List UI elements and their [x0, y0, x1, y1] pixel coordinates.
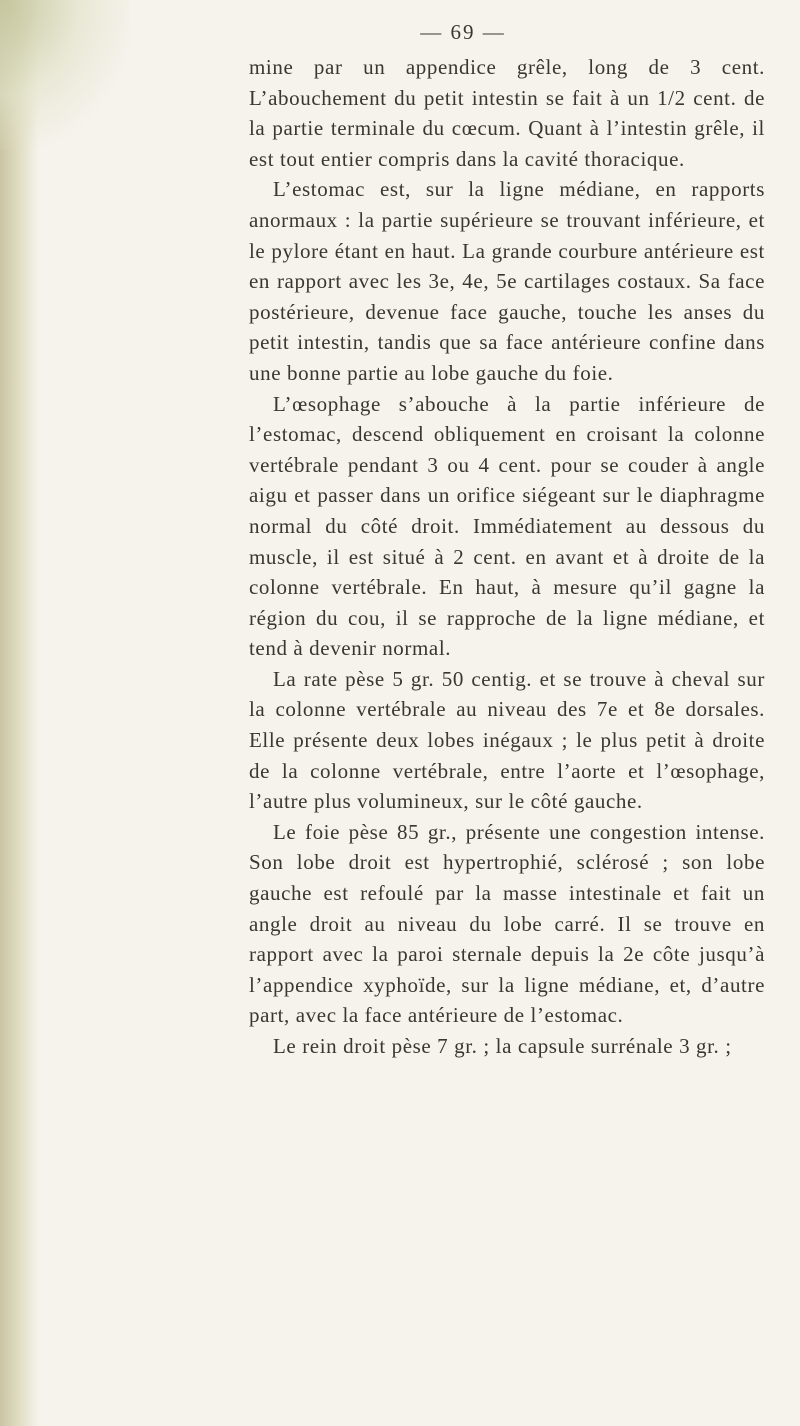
paragraph-spleen: La rate pèse 5 gr. 50 centig. et se trouve à cheval sur la colonne vertébrale au niveau des 7e et 8e dorsales. Elle présente deux lobes inégaux ; le plus petit à droite de la colonne vertébrale, entre l’aorte et l’œsophage, l’autre plus volumineux, sur le côté gauche. [249, 666, 765, 814]
paragraph-intestine: mine par un appendice grêle, long de 3 cent. L’abouchement du petit intestin se fait à un 1/2 cent. de la partie terminale du cœcum. Quant à l’intestin grêle, il est tout entier compris dans la cavité thoracique. [249, 55, 765, 171]
paragraph-stomach: L’estomac est, sur la ligne médiane, en rapports anormaux : la partie supérieure se trouvant inférieure, et le pylore étant en haut. La grande courbure antérieure est en rapport avec les 3e, 4e, 5e cartilages costaux. Sa face postérieure, devenue face gauche, touche les anses du petit intestin, tandis que sa face antérieure confine dans une bonne partie au lobe gauche du foie. [249, 177, 765, 385]
page-binding-edge [0, 0, 38, 1426]
page-number: — 69 — [420, 20, 506, 44]
paragraph-liver: Le foie pèse 85 gr., présente une congestion intense. Son lobe droit est hypertrophié, sclérosé ; son lobe gauche est refoulé par la masse intestinale et fait un angle droit au niveau du lobe carré. Il se trouve en rapport avec la paroi sternale depuis la 2e côte jusqu’à l’appendice xyphoïde, sur la ligne médiane, et, d’autre part, avec la face antérieure de l’estomac. [249, 819, 765, 1028]
paragraph-oesophagus: L’œsophage s’abouche à la partie inférieure de l’estomac, descend obliquement en croisant la colonne vertébrale pendant 3 ou 4 cent. pour se couder à angle aigu et passer dans un orifice siégeant sur le diaphragme normal du côté droit. Immédiatement au dessous du muscle, il est situé à 2 cent. en avant et à droite de la colonne vertébrale. En haut, à mesure qu’il gagne la région du cou, il se rapproche de la ligne médiane, et tend à devenir normal. [249, 391, 765, 661]
body-text [249, 52, 765, 1062]
page-corner-stain [0, 0, 130, 150]
paragraph-kidney: Le rein droit pèse 7 gr. ; la capsule surrénale 3 gr. ; [273, 1034, 732, 1058]
